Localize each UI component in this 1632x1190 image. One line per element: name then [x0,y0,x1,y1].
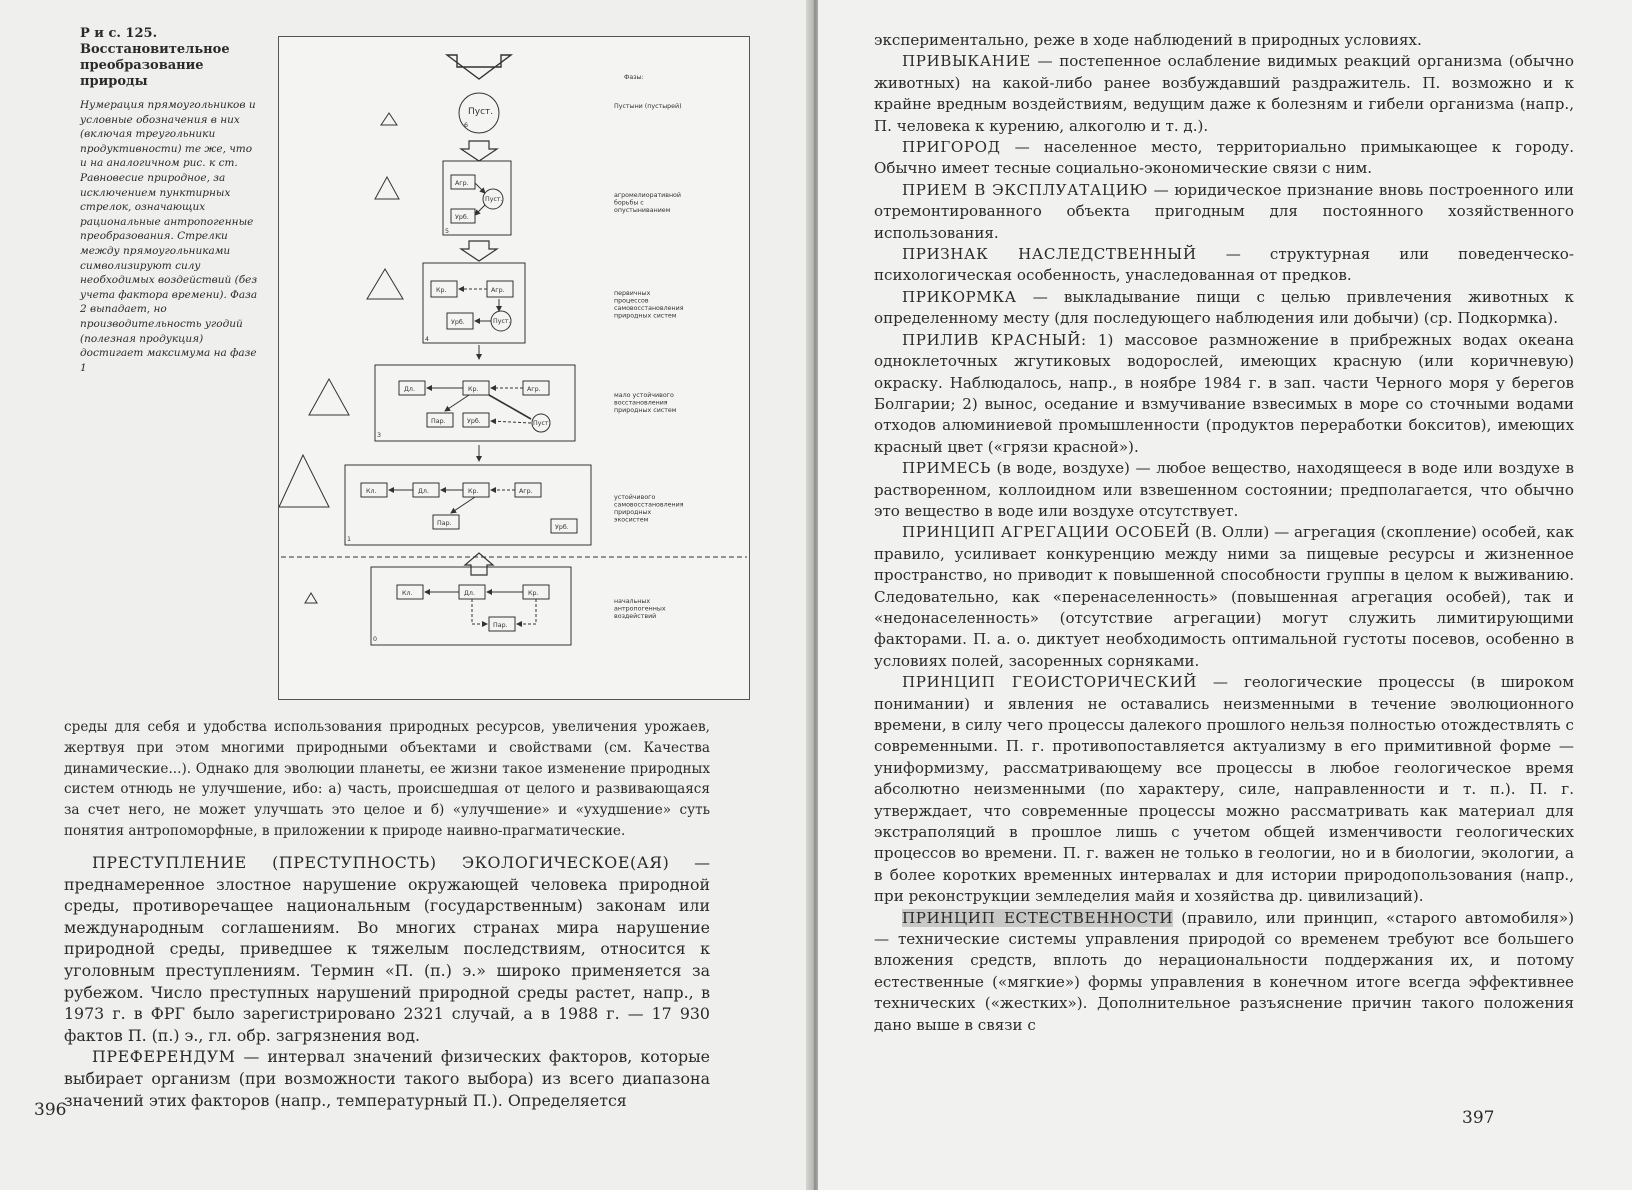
up-arrow-0-1 [465,553,493,575]
label-pust-3: Пуст. [533,420,551,427]
label-pust-6: Пуст. [468,107,494,117]
right-page [818,0,1632,1190]
phase-label-4: первичных процессов самовосстановления природных систем [614,290,684,320]
arrow-6-5 [461,141,497,161]
label-kr-3: Кр. [468,386,479,393]
text-prikormka: — выкладывание пищи с целью привлечения животных к определенному месту (для последующего наблюдения или добычи) (ср. Подкормка). [874,287,1574,328]
term-primes: ПРИМЕСЬ [902,459,991,478]
text-priznak: — структурная или поведенческо-психологическая особенность, унаследованная от предков. [874,245,1574,285]
label-agr-4: Агр. [491,287,505,294]
caption-text: Нумерация прямоугольников и условные обозначения в них (включая треугольники продуктивности) те же, что и на аналогичном рис. к ст. Равновесие природное, за исключением пунктирных стрелок, означающих рациональные антропогенные преобразования. Стрелки между прямоугольниками символизируют силу необходимых воздействий (без учета фактора времени). Фаза 2 выпадает, но производительность угодий (полезная продукция) достигает максимума на фазе 1 [80,99,258,374]
label-kl-0: Кл. [402,590,413,597]
term-preferendum: ПРЕФЕРЕНДУМ [92,1047,236,1067]
productivity-triangle-1 [279,455,329,507]
text-preferendum: — интервал значений физических факторов, которые выбирает организм (при возможности такого выбора) из всего диапазона значений этих факторов (напр., температурный П.). Определяется [64,1047,710,1110]
term-prestuplenie: ПРЕСТУПЛЕНИЕ (ПРЕСТУПНОСТЬ) ЭКОЛОГИЧЕСКОЕ(АЯ) [92,853,670,872]
phase-num-3: 3 [377,432,382,439]
term-priliv: ПРИЛИВ КРАСНЫЙ: [902,330,1087,349]
text-princip-agregacii: (В. Олли) — агрегация (скопление) особей, как правило, усиливает конкуренцию между ними за пищевые ресурсы и жизненное пространство, но приводит к повышенной способности группы в целом к выживанию. Следовательно, как «перенаселенность» (повышенная агрегация особей), так и «недонаселенность» (отсутствие агрегации) могут служить лимитирующими факторами. П. а. о. диктует необходимость оптимальной густоты посевов, особенно в условиях полей, засоренных сорняками. [874,523,1574,670]
term-princip-geoistoricheskiy: ПРИНЦИП ГЕОИСТОРИЧЕСКИЙ [902,673,1197,692]
entry-prikormka [874,287,1574,330]
entry-privykanie [874,51,1574,137]
label-par-3: Пар. [431,418,446,425]
label-dl-1: Дл. [418,488,429,495]
entry-priem [874,180,1574,244]
phase-label-3: мало устойчивого восстановления природных систем [614,392,677,414]
label-pust-4: Пуст. [493,318,511,325]
label-kr-4: Кр. [436,287,447,294]
entry-primes [874,458,1574,522]
right-line0: экспериментально, реже в ходе наблюдений в природных условиях. [874,31,1422,49]
entry-prestuplenie [64,852,710,1046]
productivity-triangle-4 [367,269,403,299]
continuation-paragraph: среды для себя и удобства использования природных ресурсов, увеличения урожаев, жертвуя при этом многими природными объектами и свойствами (см. Качества динамические...). Однако для эволюции планеты, ее жизни такое изменение природных систем отнюдь не улучшение, ибо: а) часть, происшедшая от целого и развивающаяся за счет него, не может улучшать это целое и б) «улучшение» и «ухудшение» суть понятия антропоморфные, в приложении к природе наивно-прагматические. [64,719,710,839]
caption-title: Р и с. 125. Восстановительное преобразование природы [80,26,230,89]
text-priliv: 1) массовое размножение в прибрежных водах океана одноклеточных жгутиковых водорослей, имеющих красную (или коричневую) окраску. Наблюдалось, напр., в ноябре 1984 г. в зап. части Черного моря у берегов Болгарии; 2) вынос, оседание и взмучивание взвесимых в море со сточными водами отходов алюминиевой промышленности (продуктов переработки бокситов), имеющих красный цвет («грязи красной»). [874,330,1575,456]
phase-label-1: устойчивого самовосстановления природных экосистем [614,494,684,524]
phase-label-6: Пустыни (пустырей) [614,103,682,110]
phase-box-3 [375,365,575,441]
page-number-left: 396 [34,1100,67,1120]
productivity-triangle-3 [309,379,349,415]
phase-box-0 [371,567,571,645]
diagram-svg [279,37,749,699]
label-par-0: Пар. [493,622,508,629]
label-agr-1: Агр. [519,488,533,495]
term-privykanie: ПРИВЫКАНИЕ [902,52,1031,71]
phases-header: Фазы: [624,74,644,81]
entry-princip-geoistoricheskiy [874,672,1574,907]
top-arrow [449,43,541,53]
text-primes: (в воде, воздухе) — любое вещество, находящееся в воде или воздухе в растворенном, коллоидном или взвешенном состоянии; предполагается, что обычно это вещество в воде или воздухе отсутствует. [874,459,1574,520]
right-entries [874,30,1574,1036]
label-kr-0: Кр. [528,590,539,597]
label-agr-5: Агр. [455,180,469,187]
label-dl-3: Дл. [404,386,415,393]
phase-num-0: 0 [373,636,378,643]
productivity-triangle-0 [305,593,317,603]
text-princip-geoistoricheskiy: — геологические процессы (в широком понимании) и явления не оставались неизменными в течение эволюционного времени, в силу чего процессы далекого прошлого нельзя полностью отождествлять с современными. П. г. противопоставляется актуализму в его примитивной форме — униформизму, рассматривающему все процессы в любое геологическое время абсолютно неизменными (по характеру, силе, направленности и т. п.). П. г. утверждает, что современные процессы можно рассматривать как материал для экстраполяций в прошлое лишь с учетом общей изменчивости геологических процессов во времени. П. г. важен не только в геологии, но и в биологии, экологии, а в более коротких временных интервалах и для истории природопользования (напр., при реконструкции земледелия майя и хозяйства др. цивилизаций). [874,673,1574,906]
phase-num-6: 6 [464,122,469,129]
entry-priznak [874,244,1574,287]
term-prigorod: ПРИГОРОД [902,138,1001,157]
entry-prigorod [874,137,1574,180]
term-princip-estestvennosti: ПРИНЦИП ЕСТЕСТВЕННОСТИ [902,908,1174,927]
text-prigorod: — населенное место, территориально примыкающее к городу. Обычно имеет тесные социально-экономические связи с ним. [874,138,1574,178]
label-urb-1: Урб. [555,524,569,531]
phase-num-1: 1 [347,536,352,543]
term-priem: ПРИЕМ В ЭКСПЛУАТАЦИЮ [902,180,1149,199]
entry-preferendum [64,1046,710,1111]
entry-princip-estestvennosti [874,908,1574,1036]
productivity-triangle-5 [375,177,399,199]
left-continuation [64,717,710,842]
label-kl-1: Кл. [366,488,377,495]
label-urb-5: Урб. [455,214,469,221]
label-urb-4: Урб. [451,319,465,326]
term-priznak: ПРИЗНАК НАСЛЕДСТВЕННЫЙ [902,245,1197,264]
figure-caption [80,26,262,375]
label-agr-3: Агр. [527,386,541,393]
label-dl-0: Дл. [464,590,475,597]
phase-box-4 [423,263,525,343]
text-prestuplenie: — преднамеренное злостное нарушение окружающей человека природной среды, противоречащее национальным (государственным) законам или международным соглашениям. Во многих странах мира нарушение природной среды, приведшее к тяжелым последствиям, относится к уголовным преступлениям. Термин «П. (п.) э.» широко применяется за рубежом. Число преступных нарушений природной среды растет, напр., в 1973 г. в ФРГ было зарегистрировано 2321 случай, а в 1988 г. — 17 930 фактов П. (п.) э., гл. обр. загрязнения вод. [64,853,710,1045]
down-arrow-top [447,55,511,79]
phase-label-0: начальных антропогенных воздействий [614,598,666,620]
figure-125 [278,36,750,700]
arrow-5-4 [461,241,497,261]
label-kr-1: Кр. [468,488,479,495]
left-entries [64,852,710,1111]
text-priem: — юридическое признание вновь построенного или отремонтированного объекта пригодным для постоянного хозяйственного использования. [874,180,1574,242]
productivity-triangle-6 [381,113,397,125]
term-prikormka: ПРИКОРМКА [902,287,1017,306]
label-pust-5: Пуст. [485,196,503,203]
term-princip-agregacii: ПРИНЦИП АГРЕГАЦИИ ОСОБЕЙ [902,523,1191,542]
left-page [0,0,810,1190]
page-number-right: 397 [1462,1108,1495,1128]
phase-num-5: 5 [445,228,450,235]
phase-label-5: агромелиоративной борьбы с опустыниванием [614,192,681,214]
phase-num-4: 4 [425,336,430,343]
entry-princip-agregacii [874,522,1574,672]
label-par-1: Пар. [437,520,452,527]
entry-priliv [874,330,1574,458]
label-urb-3: Урб. [467,418,481,425]
text-privykanie: — постепенное ослабление видимых реакций организма (обычно животных) на какой-либо ранее возбуждавший раздражитель. П. возможно и к крайне вредным воздействиям, ведущим даже к болезням и гибели организма (напр., П. человека к курению, алкоголю и т. д.). [874,52,1574,135]
text-princip-estestvennosti: (правило, или принцип, «старого автомобиля») — технические системы управления природой со временем требуют все большего вложения средств, вплоть до нерациональности поддержания их, и потому естественные («мягкие») формы управления в конечном итоге всегда эффективнее технических («жестких»). Дополнительное разъяснение причин такого положения дано выше в связи с [874,908,1574,1034]
